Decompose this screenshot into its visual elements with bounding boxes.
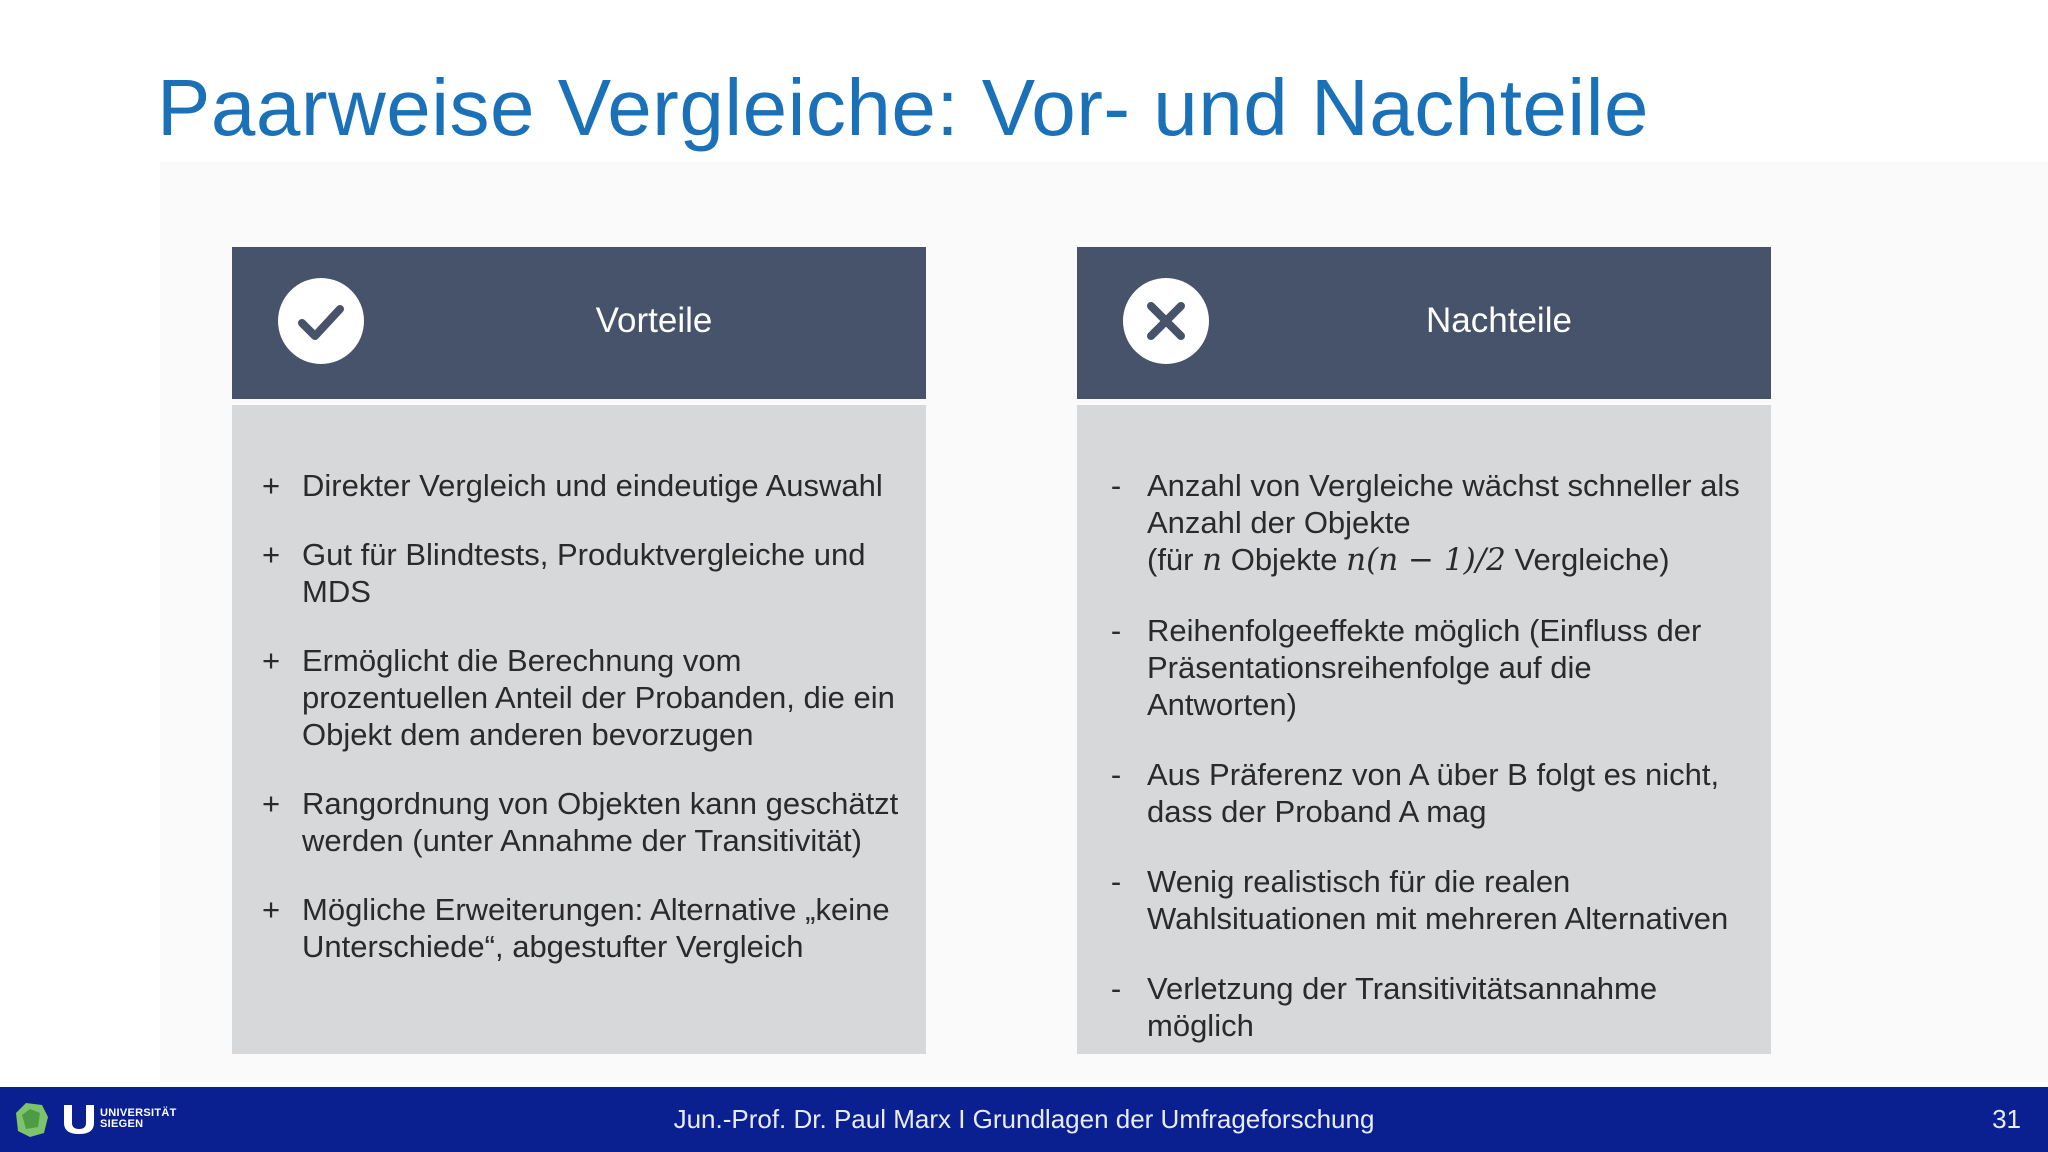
cons-item-text: Aus Präferenz von A über B folgt es nicht, dass der Proband A mag — [1147, 757, 1720, 829]
cons-title: Nachteile — [1426, 301, 1572, 340]
pros-item — [256, 467, 912, 504]
minus-marker: - — [1110, 864, 1122, 899]
minus-marker: - — [1110, 468, 1122, 503]
page-number: 31 — [1992, 1104, 2021, 1134]
cons-item-text: Verletzung der Transitivitätsannahme möglich — [1147, 971, 1658, 1043]
cons-item-line: Vergleiche) — [1505, 542, 1670, 577]
plus-marker: + — [261, 892, 281, 927]
math-variable: n — [1202, 542, 1223, 578]
pros-item — [256, 891, 912, 965]
cons-header — [1077, 247, 1771, 399]
slide-title: Paarweise Vergleiche: Vor- und Nachteile — [157, 63, 1649, 152]
pros-item-text: Ermöglicht die Berechnung vom prozentuellen Anteil der Probanden, die ein Objekt dem anderen bevorzugen — [302, 643, 895, 752]
minus-marker: - — [1110, 757, 1122, 792]
pros-item — [256, 536, 912, 610]
cons-list — [1101, 467, 1757, 1077]
plus-marker: + — [261, 537, 281, 572]
pros-title: Vorteile — [595, 301, 713, 340]
footer-text: Jun.-Prof. Dr. Paul Marx I Grundlagen der Umfrageforschung — [673, 1104, 1375, 1134]
minus-marker: - — [1110, 613, 1122, 648]
cons-item — [1101, 756, 1757, 830]
pros-item — [256, 642, 912, 753]
plus-marker: + — [261, 786, 281, 821]
cons-item — [1101, 467, 1757, 579]
pros-body — [232, 405, 926, 1054]
cons-item-line: Anzahl von Vergleiche wächst schneller als — [1147, 468, 1740, 503]
cons-item-line: Anzahl der Objekte — [1147, 505, 1411, 540]
plus-marker: + — [261, 468, 281, 503]
pros-item-text: Gut für Blindtests, Produktvergleiche und MDS — [302, 537, 866, 609]
cons-item-text — [1147, 467, 1757, 579]
cons-body — [1077, 405, 1771, 1054]
minus-marker: - — [1110, 971, 1122, 1006]
cons-item-text: Wenig realistisch für die realen Wahlsituationen mit mehreren Alternativen — [1147, 864, 1729, 936]
footer-bar — [0, 1087, 2048, 1152]
cons-item — [1101, 863, 1757, 937]
university-name: UNIVERSITÄT SIEGEN — [100, 1107, 177, 1130]
pros-header — [232, 247, 926, 399]
cons-item-line: (für — [1147, 542, 1203, 577]
plus-marker: + — [261, 643, 281, 678]
cons-item — [1101, 970, 1757, 1044]
pros-item — [256, 785, 912, 859]
pros-item-text: Rangordnung von Objekten kann geschätzt werden (unter Annahme der Transitivität) — [302, 786, 899, 858]
pros-item-text: Mögliche Erweiterungen: Alternative „keine Unterschiede“, abgestufter Vergleich — [302, 892, 890, 964]
pros-list — [256, 467, 912, 997]
cons-item-line: Objekte — [1222, 542, 1347, 577]
math-formula: n(n − 1)/2 — [1346, 542, 1506, 578]
pros-item-text: Direkter Vergleich und eindeutige Auswahl — [302, 468, 883, 503]
cons-item — [1101, 612, 1757, 723]
check-circle-icon — [278, 278, 364, 364]
cons-item-text: Reihenfolgeeffekte möglich (Einfluss der Präsentationsreihenfolge auf die Antworten) — [1147, 613, 1702, 722]
x-circle-icon — [1123, 278, 1209, 364]
